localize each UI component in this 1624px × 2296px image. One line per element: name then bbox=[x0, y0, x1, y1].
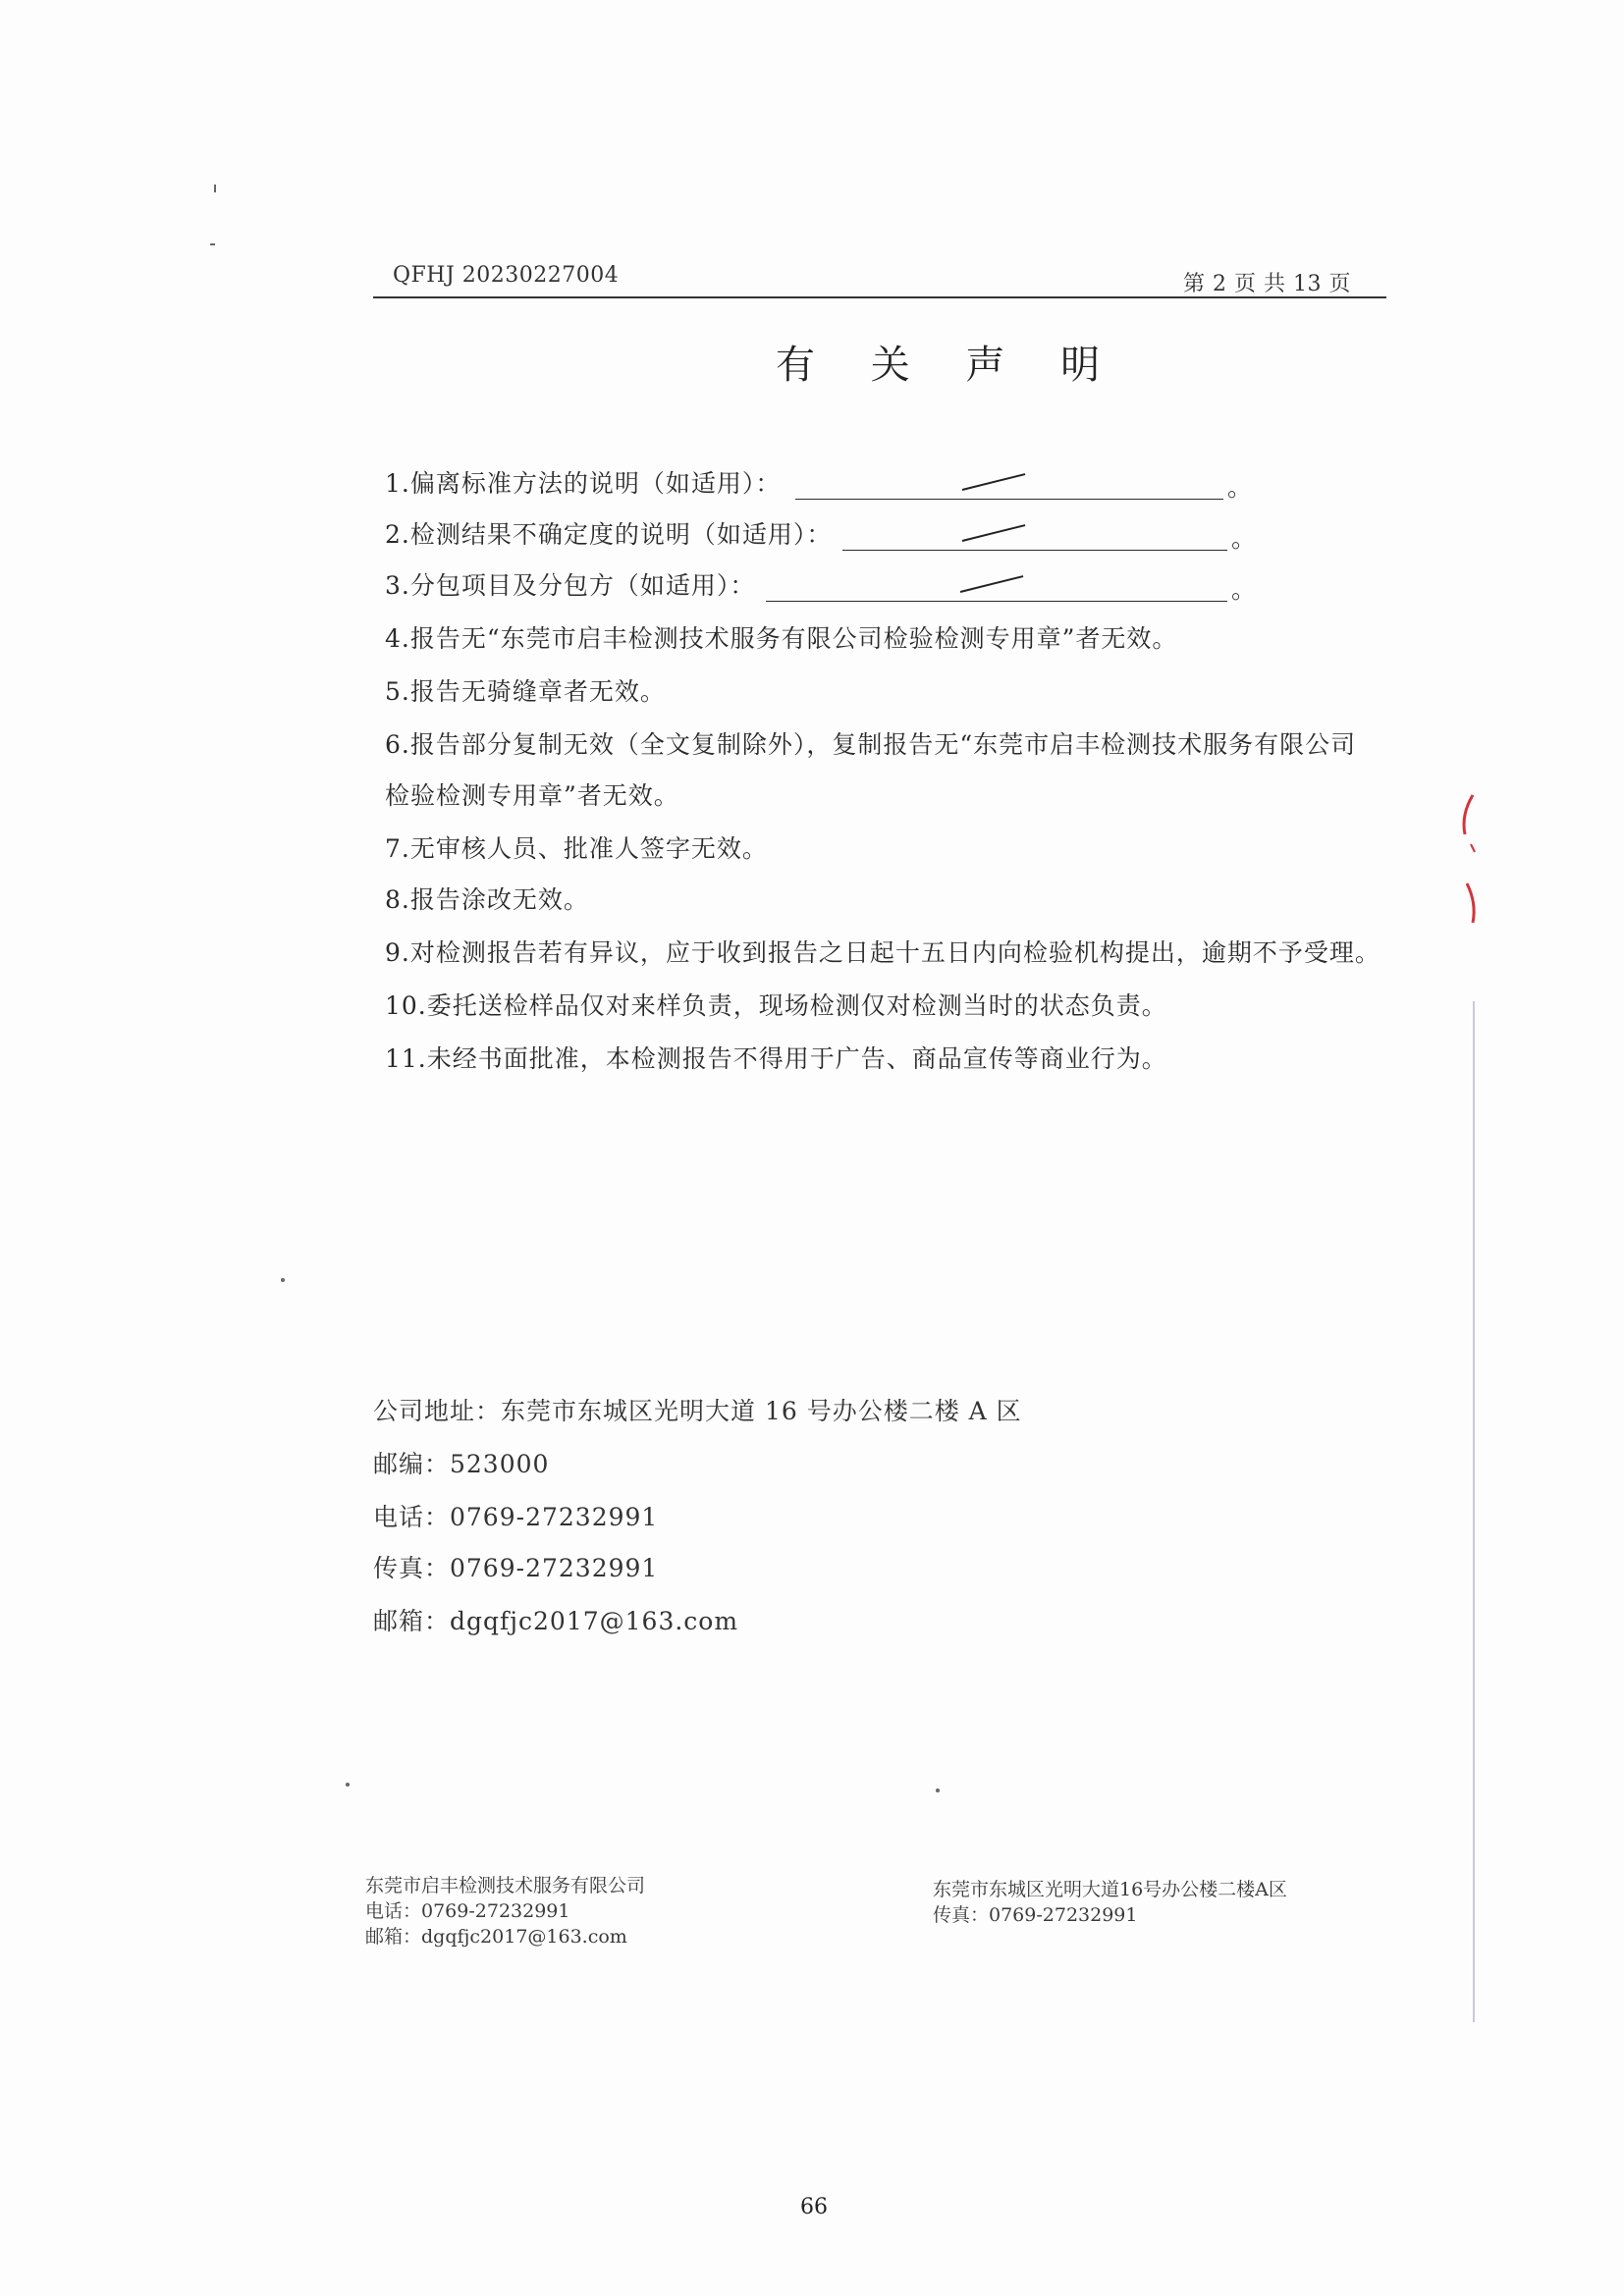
blank-line-3 bbox=[766, 601, 1227, 602]
statement-4: 4.报告无“东莞市启丰检测技术服务有限公司检验检测专用章”者无效。 bbox=[385, 624, 1178, 653]
footer-email: 邮箱：dgqfjc2017@163.com bbox=[365, 1926, 627, 1948]
footer-fax: 传真：0769-27232991 bbox=[933, 1904, 1138, 1926]
statement-3: 3.分包项目及分包方（如适用）： bbox=[385, 571, 756, 600]
period-2: 。 bbox=[1231, 524, 1258, 553]
blank-line-2 bbox=[842, 550, 1227, 551]
report-number: QFHJ 20230227004 bbox=[393, 263, 620, 288]
statement-6b: 检验检测专用章”者无效。 bbox=[385, 781, 679, 810]
page-title: 有 关 声 明 bbox=[776, 343, 1122, 388]
postcode: 邮编：523000 bbox=[373, 1450, 550, 1478]
page-edge-line bbox=[1473, 1001, 1475, 2022]
seal-edge-mark bbox=[1443, 775, 1483, 952]
header-rule bbox=[373, 296, 1386, 298]
statement-9: 9.对检测报告若有异议，应于收到报告之日起十五日内向检验机构提出，逾期不予受理。 bbox=[385, 938, 1380, 967]
page-info: 第 2 页 共 13 页 bbox=[1183, 272, 1351, 296]
not-applicable-dash-2 bbox=[962, 524, 1026, 542]
statement-10: 10.委托送检样品仅对来样负责，现场检测仅对检测当时的状态负责。 bbox=[385, 991, 1167, 1020]
statement-5: 5.报告无骑缝章者无效。 bbox=[385, 677, 666, 706]
company-address: 公司地址：东莞市东城区光明大道 16 号办公楼二楼 A 区 bbox=[373, 1397, 1022, 1425]
scan-speck bbox=[936, 1789, 940, 1792]
scan-speck bbox=[346, 1783, 350, 1787]
email: 邮箱：dgqfjc2017@163.com bbox=[373, 1607, 739, 1635]
statement-1: 1.偏离标准方法的说明（如适用）： bbox=[385, 469, 782, 498]
statement-7: 7.无审核人员、批准人签字无效。 bbox=[385, 834, 768, 863]
footer-company: 东莞市启丰检测技术服务有限公司 bbox=[365, 1875, 646, 1896]
statement-8: 8.报告涂改无效。 bbox=[385, 885, 589, 914]
fax: 传真：0769-27232991 bbox=[373, 1554, 659, 1582]
statement-6a: 6.报告部分复制无效（全文复制除外），复制报告无“东莞市启丰检测技术服务有限公司 bbox=[385, 730, 1357, 759]
page-number: 66 bbox=[800, 2195, 828, 2219]
footer-phone: 电话：0769-27232991 bbox=[365, 1900, 570, 1922]
statement-11: 11.未经书面批准，本检测报告不得用于广告、商品宣传等商业行为。 bbox=[385, 1044, 1167, 1073]
scan-speck bbox=[214, 185, 216, 192]
statement-2: 2.检测结果不确定度的说明（如适用）： bbox=[385, 520, 833, 549]
not-applicable-dash-1 bbox=[962, 473, 1026, 491]
not-applicable-dash-3 bbox=[960, 575, 1024, 593]
blank-line-1 bbox=[795, 499, 1223, 500]
scan-speck bbox=[210, 243, 215, 245]
footer-right bbox=[933, 1877, 1287, 1928]
footer-left bbox=[365, 1873, 645, 1949]
period-1: 。 bbox=[1227, 473, 1254, 502]
phone: 电话：0769-27232991 bbox=[373, 1503, 659, 1531]
footer-address: 东莞市东城区光明大道16号办公楼二楼A区 bbox=[933, 1879, 1287, 1900]
period-3: 。 bbox=[1231, 575, 1258, 604]
scan-speck bbox=[281, 1278, 285, 1282]
